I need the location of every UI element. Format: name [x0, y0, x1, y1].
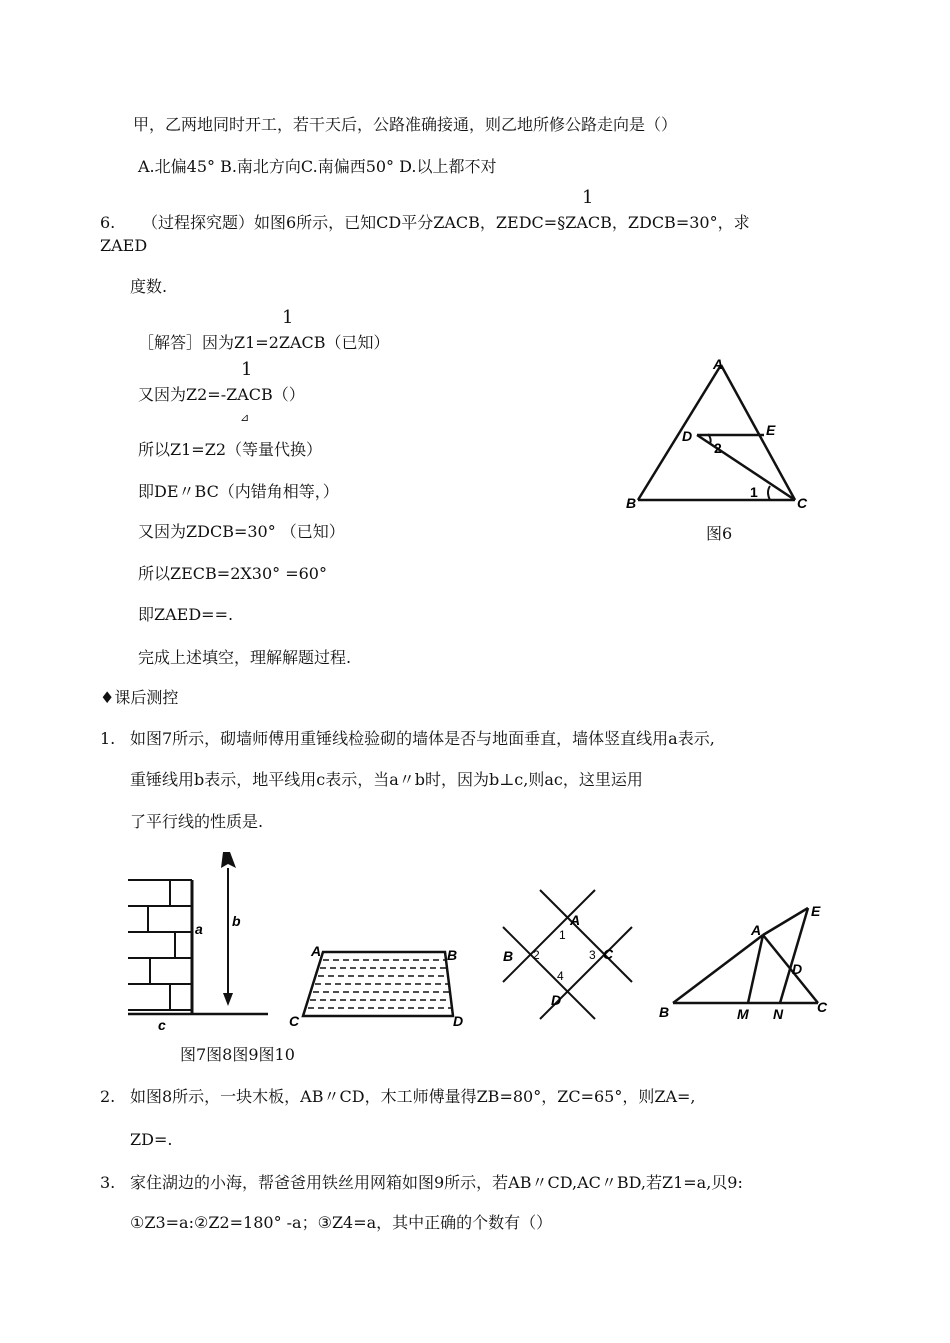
q5-line: 甲，乙两地同时开工，若干天后，公路准确接通，则乙地所修公路走向是（）	[133, 115, 678, 134]
fig9-label-a: A	[570, 912, 581, 928]
fig6-side-ab	[638, 365, 721, 500]
fig6-label-2: 2	[714, 440, 722, 456]
q2-line-2: ZD=.	[130, 1130, 173, 1149]
fig6-label-b: B	[626, 495, 637, 511]
q3-number: 3.	[100, 1173, 116, 1192]
q6-text: （过程探究题）如图6所示，已知CD平分ZACB，ZEDC=§ZACB，ZDCB=30°，求	[142, 213, 750, 232]
fig10-label-d: D	[792, 961, 803, 977]
fig7-label-c: c	[158, 1017, 166, 1033]
q6-fraction-numerator: 1	[582, 187, 594, 208]
q1-number: 1.	[100, 729, 116, 748]
q2-line-1: 如图8所示，一块木板，AB〃CD，木工师傅量得ZB=80°，ZC=65°，则ZA=,	[130, 1087, 696, 1106]
sol-line-7: 即ZAED==.	[138, 605, 234, 624]
sol2-mark: ⊿	[240, 411, 250, 424]
q1-line-1: 如图7所示，砌墙师傅用重锤线检验砌的墙体是否与地面垂直，墙体竖直线用a表示,	[130, 729, 715, 748]
fig6-label-1: 1	[750, 484, 758, 500]
fig9-line-ab	[540, 890, 632, 982]
q6-text-end: 度数.	[130, 277, 168, 296]
fig9-label-1: 1	[559, 928, 566, 942]
sol-line-8: 完成上述填空，理解解题过程.	[138, 648, 352, 667]
sol-line-6: 所以ZECB=2X30° =60°	[138, 564, 327, 583]
fig9-label-c: C	[603, 946, 614, 962]
fig10-label-m: M	[737, 1006, 749, 1022]
fig9-label-2: 2	[533, 948, 540, 962]
sol-line-2: 又因为Z2=-ZACB（）	[138, 385, 305, 404]
fig7-label-b: b	[232, 913, 241, 929]
q3-line-2: ①Z3=a:②Z2=180° -a；③Z4=a，其中正确的个数有（）	[130, 1213, 553, 1232]
fig7-label-a: a	[195, 921, 203, 937]
fig8-label-a: A	[311, 943, 322, 959]
q5-options: A.北偏45° B.南北方向C.南偏西50° D.以上都不对	[138, 157, 497, 176]
fig6-caption: 图6	[706, 524, 733, 543]
figure-9	[495, 885, 640, 1030]
fig6-label-c: C	[797, 495, 808, 511]
q1-line-3: 了平行线的性质是.	[130, 812, 264, 831]
section-heading: ♦课后测控	[100, 688, 179, 707]
q3-line-1: 家住湖边的小海，帮爸爸用铁丝用网箱如图9所示，若AB〃CD,AC〃BD,若Z1=a,贝9:	[130, 1173, 743, 1192]
fig7-plumb-weight	[221, 852, 236, 868]
q1-line-2: 重锤线用b表示，地平线用c表示，当a〃b时，因为b⊥c,则ac，这里运用	[130, 770, 643, 789]
sol1-fraction-numerator: 1	[282, 307, 294, 328]
fig10-label-n: N	[773, 1006, 784, 1022]
fig10-label-a: A	[751, 922, 762, 938]
fig6-segment-dc	[697, 435, 795, 500]
fig9-label-b: B	[503, 948, 514, 964]
fig6-side-ac	[721, 365, 795, 500]
sol-line-3: 所以Z1=Z2（等量代换）	[138, 440, 323, 459]
fig10-label-c: C	[817, 999, 828, 1015]
fig6-label-e: E	[766, 422, 776, 438]
fig6-label-a: A	[713, 356, 724, 372]
q2-number: 2.	[100, 1087, 116, 1106]
figures-caption: 图7图8图9图10	[180, 1045, 295, 1064]
fig8-label-b: B	[447, 947, 458, 963]
fig9-line-cd	[503, 927, 595, 1019]
fig9-label-4: 4	[557, 969, 564, 983]
fig6-angle-1-arc	[768, 486, 770, 500]
fig9-label-3: 3	[589, 948, 596, 962]
sol-line-4: 即DE〃BC（内错角相等，）	[138, 482, 339, 501]
fig7-arrow-head	[223, 993, 233, 1006]
fig6-label-d: D	[682, 428, 693, 444]
sol-line-5: 又因为ZDCB=30° （已知）	[138, 522, 345, 541]
figure-8	[285, 940, 475, 1030]
fig9-line-ac	[503, 890, 595, 982]
fig9-label-d: D	[551, 992, 562, 1008]
sol2-fraction-numerator: 1	[241, 359, 253, 380]
q6-text-cont: ZAED	[100, 236, 148, 255]
fig10-label-e: E	[811, 903, 821, 919]
fig10-label-b: B	[659, 1004, 670, 1020]
fig8-label-c: C	[289, 1013, 300, 1029]
figure-6	[600, 355, 840, 525]
sol-line-1: ［解答］因为Z1=2ZACB（已知）	[138, 333, 390, 352]
fig8-label-d: D	[453, 1013, 464, 1029]
figure-10	[655, 900, 845, 1025]
q6-number: 6.	[100, 213, 116, 232]
figure-7	[120, 848, 280, 1033]
